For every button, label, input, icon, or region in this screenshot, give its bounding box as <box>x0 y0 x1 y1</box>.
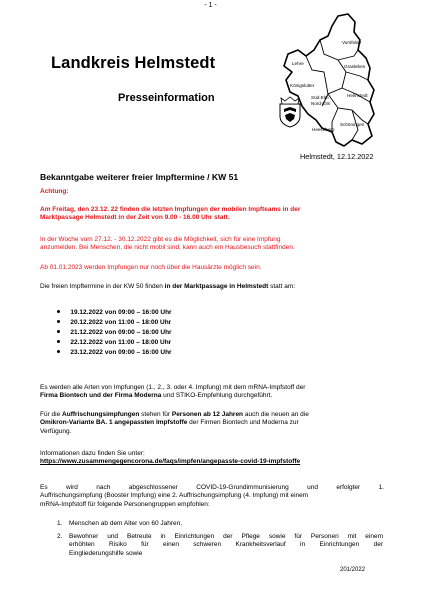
notice-line: Marktpassage Helmstedt in der Zeit von 9.00 - 16.00 Uhr statt. <box>40 214 230 222</box>
map-label-koenigslutter: Königslutter <box>290 83 315 88</box>
paragraph-line <box>40 392 384 400</box>
paragraph-line: Verfügung. <box>40 427 72 435</box>
intro-text: Die freien Impftermine in der KW 50 finden <box>40 283 165 290</box>
appointment-item <box>57 329 172 336</box>
appointment-text: 20.12.2022 von 11:00 – 18:00 Uhr <box>70 319 172 326</box>
appointment-text: 22.12.2022 von 11:00 – 18:00 Uhr <box>70 339 172 346</box>
bullet-icon <box>57 330 60 333</box>
group-text <box>69 533 383 558</box>
booster-term: Auffrischungsimpfungen <box>62 411 140 418</box>
paragraph-line: mRNA-Impfstoff für folgende Personengruppen empfohlen: <box>40 500 210 508</box>
group-item <box>57 533 383 558</box>
group-item <box>57 520 383 528</box>
notice-last-vaccinations <box>40 206 384 223</box>
page-heading: Bekanntgabe weiterer freier Impftermine / KW 51 <box>40 172 239 182</box>
bullet-icon <box>57 320 60 323</box>
intro-location: in der Marktpassage in Helmstedt <box>164 283 269 290</box>
notice-line: Am Freitag, den 23.12. 22 finden die letzten Impfungen der mobilen Impfteams in der <box>40 206 301 213</box>
attention-label: Achtung: <box>40 188 69 195</box>
bullet-icon <box>57 350 60 353</box>
bullet-icon <box>57 340 60 343</box>
map-label-sued-elm: Süd-Elm <box>311 95 329 100</box>
paragraph-line <box>40 419 384 427</box>
paragraph-line <box>40 411 384 419</box>
info-link[interactable]: https://www.zusammengegencorona.de/faqs/impfen/angepasste-covid-19-impfstoffe <box>40 458 301 466</box>
group-number: 2. <box>57 533 63 540</box>
appointment-item <box>57 349 172 356</box>
footer-code: 201/2022 <box>340 567 366 573</box>
notice-line: anzumelden. Bei Menschen, die nicht mobil sind, kann auch ein Hausbesuch stattfinden. <box>40 244 295 252</box>
map-label-grasleben: Grasleben <box>344 64 366 69</box>
paragraph-text: stehen für <box>139 411 172 418</box>
group-line: Bewohner und Betreute in Einrichtungen der Pflege sowie für Personen mit einem <box>69 533 383 540</box>
group-line: erhöhten Risiko für einen schweren Krankheitsverlauf in Einrichtungen der <box>69 541 383 549</box>
group-text: Menschen ab dem Alter von 60 Jahren, <box>69 520 183 527</box>
map-label-nord-elm: Nord-Elm <box>311 101 331 106</box>
notice-line: In der Woche vom 27.12. - 30.12.2022 gibt es die Möglichkeit, sich für eine Impfung <box>40 236 281 243</box>
manufacturers: Firma Biontech und der Firma Moderna <box>40 392 162 400</box>
district-map <box>262 10 384 150</box>
paragraph-line: Es werden alle Arten von Impfungen (1., 2., 3. oder 4. Impfung) mit dem mRNA-Impfstoff der <box>40 384 306 391</box>
org-title: Landkreis Helmstedt <box>51 54 216 72</box>
press-title: Presseinformation <box>118 92 215 104</box>
map-label-heeseberg: Heeseberg <box>312 127 335 132</box>
appointment-item <box>57 319 171 326</box>
coat-of-arms-logo <box>278 96 302 128</box>
appointment-text: 21.12.2022 von 09:00 – 16:00 Uhr <box>70 329 172 336</box>
age-group: Personen ab 12 Jahren <box>171 411 244 418</box>
group-line: Eingliederungshilfe sowie <box>69 549 143 557</box>
map-label-lehre: Lehre <box>292 61 304 66</box>
appointment-item <box>57 309 172 316</box>
appointment-text: 23.12.2022 von 09:00 – 16:00 Uhr <box>70 349 172 356</box>
notice-registration-week <box>40 236 384 253</box>
map-label-helmstedt: Helmstedt <box>347 93 368 98</box>
paragraph-text: und STIKO-Empfehlung durchgeführt. <box>161 392 273 400</box>
notice-general-practitioners: Ab 01.01.2023 werden Impfungen nur noch über die Hausärzte möglich sein. <box>40 264 262 271</box>
appointments-intro <box>40 283 384 291</box>
paragraph-text: Für die <box>40 411 63 418</box>
recommendation-paragraph <box>40 484 384 509</box>
appointment-item <box>57 339 171 346</box>
map-label-schoeningen: Schöningen <box>340 122 365 127</box>
paragraph-text: der Firmen Biontech und Moderna zur <box>187 419 299 427</box>
info-label: Informationen dazu finden Sie unter: <box>40 450 145 457</box>
paragraph-line: Es wird nach abgeschlossener COVID-19-Grundimmunisierung und erfolgter 1. <box>40 484 384 491</box>
paragraph-line: Auffrischungsimpfung (Booster Impfung) eine 2. Auffrischungsimpfung (4. Impfung) mit einem <box>40 492 309 500</box>
page-number: - 1 - <box>204 2 217 9</box>
group-number: 1. <box>57 520 63 527</box>
omicron-vaccine: Omikron-Variante BA. 1 angepassten Impfstoffe <box>40 419 188 427</box>
info-section <box>40 450 384 467</box>
date-line: Helmstedt, 12.12.2022 <box>300 152 374 161</box>
vaccination-types-paragraph <box>40 384 384 401</box>
intro-text: statt am: <box>268 283 296 290</box>
bullet-icon <box>57 310 60 313</box>
map-label-vorsfelde: Vorsfelde <box>342 40 362 45</box>
appointment-text: 19.12.2022 von 09:00 – 16:00 Uhr <box>70 309 172 316</box>
paragraph-text: auch die neuen an die <box>243 411 309 418</box>
booster-paragraph <box>40 411 384 436</box>
